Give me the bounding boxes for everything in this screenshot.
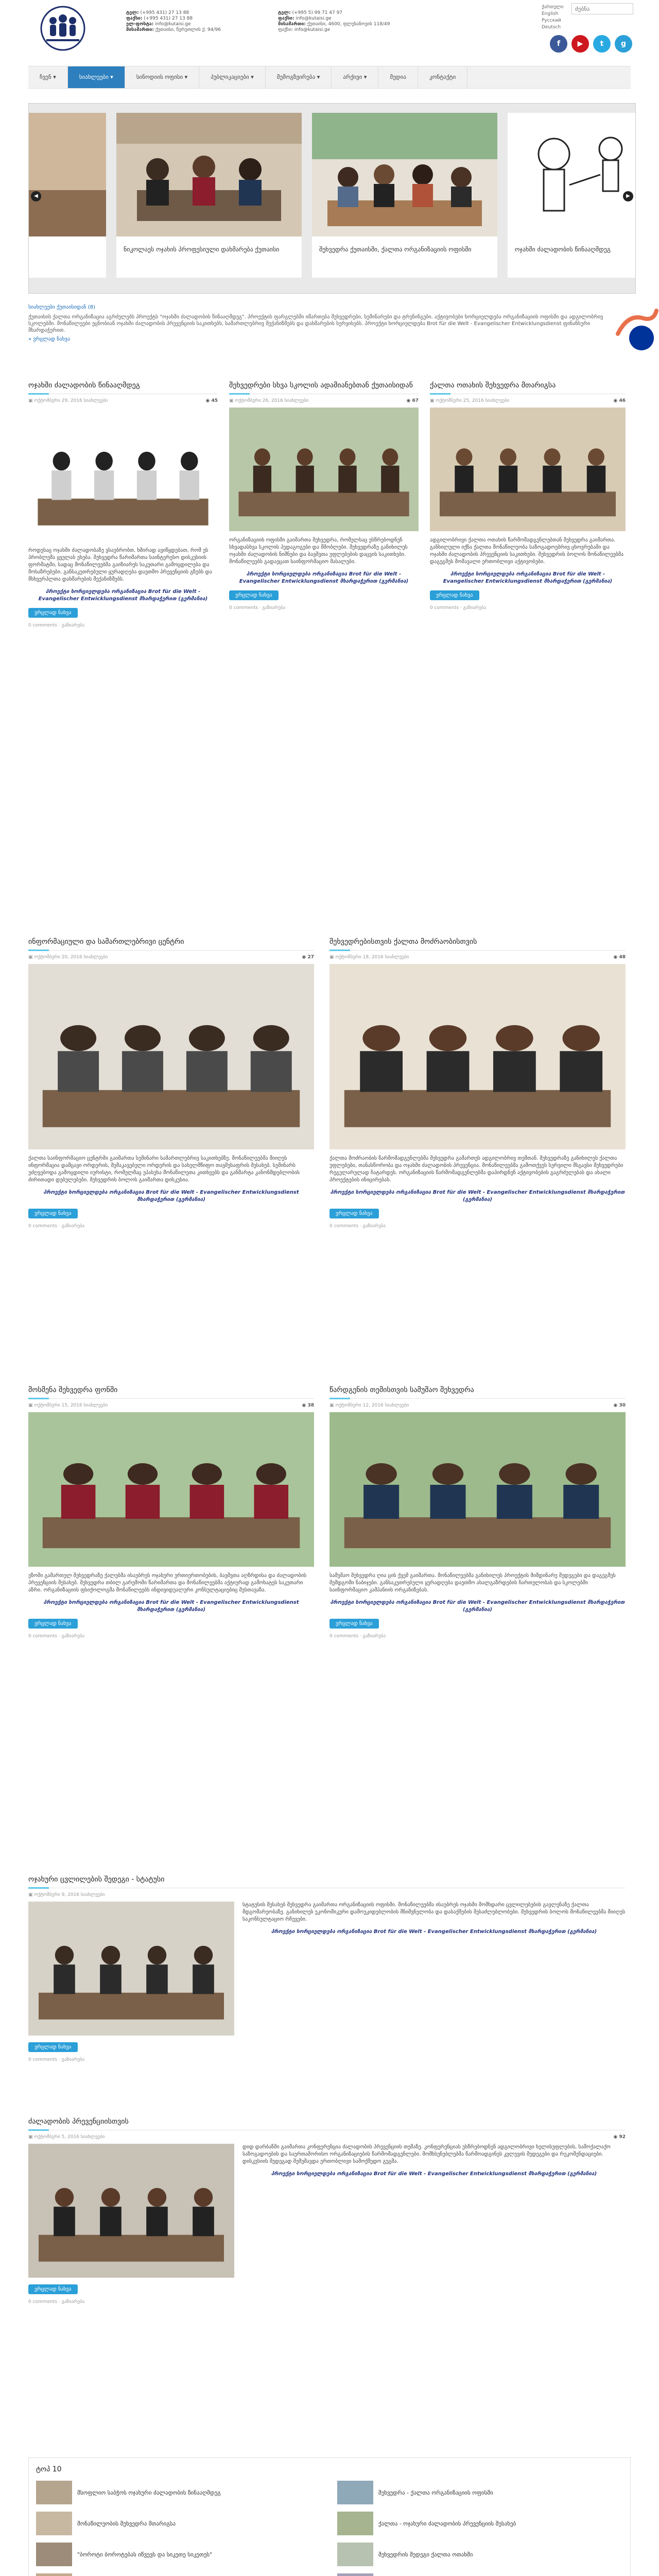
- related-thumb[interactable]: [36, 2481, 72, 2504]
- post-sponsor-note: პროექტი ხორციელდება ორგანიზაცია Brot für die Welt - Evangelischer Entwicklungsdienst მხარდაჭერით (გერმანია): [330, 1190, 625, 1202]
- nav-item[interactable]: ჩვენ ▾: [28, 66, 68, 88]
- nav-item[interactable]: მედია: [378, 66, 418, 88]
- contact-value: ფაქსი: info@kutaisi.ge: [278, 27, 331, 32]
- post-view-count: [613, 2134, 626, 2140]
- post-count-value: 67: [412, 398, 419, 403]
- slide-caption[interactable]: ოჯახში ძალადობის წინააღმდეგ: [515, 246, 611, 253]
- post-image[interactable]: [28, 1902, 234, 2036]
- slide-3[interactable]: [508, 113, 636, 278]
- contact-value: (+995 5) 99 71 47 97: [292, 10, 343, 15]
- post-meta-left: [229, 398, 308, 403]
- contact-label: ტელ:: [278, 10, 291, 15]
- contact-row: [278, 27, 390, 33]
- post-count-value: 48: [619, 955, 626, 960]
- social-links: [550, 35, 632, 53]
- post-footer: 0 comments · გაზიარება: [28, 2057, 85, 2062]
- post-card: [330, 1386, 626, 1639]
- read-more-button[interactable]: ვრცლად ნახვა: [28, 1209, 78, 1218]
- post-date: ოქტომბერი 15, 2016: [34, 1403, 82, 1408]
- post-meta: [28, 1892, 626, 1897]
- post-excerpt: ქალთა მოძრაობის წარმომადგენლებმა შეხვედრა გამართეს ადგილობრივ თემთან. შეხვედრაზე განიხილეს ქალთა უფლებები, თანასწორობა და ოჯახში ძალადობის პრევენცია. მონაწილეებმა გამოთქვეს სურვილი მსგავსი შეხვედრები რეგულარულად ჩატარდეს. ორგანიზაციის წარმომადგენლებმა დაპირდნენ აქტივობების გაგრძელებას და ახალი პროექტების ინიცირებას.: [330, 1156, 623, 1183]
- eye-icon: ◉: [406, 398, 412, 403]
- eye-icon: ◉: [302, 1403, 308, 1408]
- post-image[interactable]: [330, 1412, 626, 1567]
- post-image[interactable]: [28, 2144, 234, 2278]
- post-image-wrap: [28, 1902, 234, 2037]
- calendar-icon: ▣: [28, 1892, 34, 1897]
- post-card: [430, 381, 626, 611]
- related-thumb[interactable]: [337, 2512, 373, 2535]
- post-image[interactable]: [330, 964, 626, 1149]
- read-more-button[interactable]: ვრცლად ნახვა: [28, 1619, 78, 1629]
- contact-block-left: [126, 10, 221, 33]
- related-item[interactable]: [337, 2543, 623, 2566]
- contact-value: (+995 431) 27 13 88: [144, 16, 193, 21]
- post-sponsor-note: პროექტი ხორციელდება ორგანიზაცია Brot für die Welt - Evangelischer Entwicklungsdienst მხარდაჭერით (გერმანია): [43, 1190, 299, 1202]
- post-meta-left: [28, 1892, 105, 1897]
- slide-caption[interactable]: ნიკოლაეს ოჯახის პროფესიული დახმარება ქუთაისი: [124, 246, 280, 253]
- post-category[interactable]: სიახლეები: [83, 1403, 108, 1408]
- related-thumb[interactable]: [337, 2573, 373, 2576]
- post-meta: [330, 1403, 626, 1408]
- announcement-more-link[interactable]: » ვრცლად ნახვა: [28, 336, 70, 342]
- post-sponsor-note: პროექტი ხორციელდება ორგანიზაცია Brot für die Welt - Evangelischer Entwicklungsdienst მხარდაჭერით (გერმანია): [443, 571, 613, 584]
- google-icon[interactable]: g: [615, 35, 632, 53]
- post-footer: 0 comments · გაზიარება: [28, 2299, 85, 2304]
- post-title[interactable]: ქალთა ოთახის შეხვედრა მთარიგსა: [430, 381, 626, 394]
- contact-row: [278, 16, 390, 22]
- post-date: ოქტომბერი 9, 2016: [34, 1892, 79, 1897]
- calendar-icon: ▣: [28, 1403, 34, 1408]
- post-text-column: [242, 2144, 626, 2279]
- contact-value: (+995 431) 27 13 88: [140, 10, 189, 15]
- related-item-title[interactable]: შეხვედრის შედეგი ქალთა ოთახში: [378, 2551, 473, 2558]
- post-card: [330, 938, 626, 1229]
- post-text-column: [242, 1902, 626, 2037]
- announcement-block: [28, 304, 626, 343]
- contact-label: მისამართი:: [278, 22, 306, 27]
- read-more-button[interactable]: ვრცლად ნახვა: [330, 1209, 379, 1218]
- post-footer: 0 comments · გაზიარება: [330, 1224, 386, 1229]
- post-excerpt: დიდ დარბაზში გაიმართა კონფერენცია ძალადობის პრევენციის თემაზე. კონფერენციას ესწრებოდნენ ადგილობრივი ხელისუფლების, სამოქალაქო საზოგადოების და საერთაშორისო ორგანიზაციების წარმომადგენლები. მომხსენებლებმა წარმოადგინეს კვლევის შედეგები და რეკომენდაციები. დისკუსიის შედეგად შემუშავდა ერთობლივი სამოქმედო გეგმა.: [242, 2144, 611, 2164]
- post-footer: 0 comments · გაზიარება: [330, 1634, 386, 1639]
- post-footer: 0 comments · გაზიარება: [28, 1634, 85, 1639]
- read-more-button[interactable]: ვრცლად ნახვა: [330, 1619, 379, 1629]
- language-option[interactable]: Русский: [542, 18, 561, 23]
- twitter-icon[interactable]: t: [593, 35, 611, 53]
- nav-item[interactable]: სიახლეები ▾: [68, 66, 125, 88]
- slide-image: [312, 113, 497, 236]
- post-category[interactable]: სიახლეები: [80, 2134, 105, 2140]
- post-category[interactable]: სიახლეები: [83, 398, 108, 403]
- post-count-value: 92: [619, 2134, 626, 2140]
- youtube-icon[interactable]: ▶: [571, 35, 589, 53]
- post-view-count: [613, 398, 626, 403]
- related-item-title[interactable]: შეხვედრა - ქალთა ორგანიზაციის ოფისში: [378, 2489, 493, 2496]
- post-excerpt: ადგილობრივი ქალთა ოთახის წარმომადგენლებთან შეხვედრა გაიმართა. განხილული იქნა ქალთა მონაწილეობა საზოგადოებრივ ცხოვრებაში და ოჯახში ძალადობის პრევენციის საკითხები. შეხვედრის ბოლოს მონაწილეებმა დაგეგმეს მომავალი ერთობლივი აქტივობები.: [430, 537, 624, 565]
- related-thumb[interactable]: [36, 2512, 72, 2535]
- related-item[interactable]: [36, 2543, 322, 2566]
- contact-value: info@kutaisi.ge: [155, 22, 191, 27]
- post-category[interactable]: სიახლეები: [80, 1892, 105, 1897]
- post-category[interactable]: სიახლეები: [485, 398, 510, 403]
- post-excerpt: როდესაც ოჯახში ძალადობაზე ვსაუბრობთ, ხშირად ავიწყდებათ, რომ ეს პრობლემა ყველას ეხება. შეხვედრა წარიმართა საინტერესო დისკუსიის ფორმატში, სადაც მონაწილეებმა გაიზიარეს საკუთარი გამოცდილება და მოსაზრებები. განსაკუთრებული ყურადღება დაეთმო პრევენციის გზებს და მსხვერპლთა დახმარების მექანიზმებს.: [28, 548, 212, 582]
- post-date: ოქტომბერი 5, 2016: [34, 2134, 79, 2140]
- contact-label: ტელ:: [126, 10, 139, 15]
- post-date: ოქტომბერი 25, 2016: [436, 398, 484, 403]
- nav-item[interactable]: შემოგზვირება ▾: [266, 66, 332, 88]
- post-sponsor-note: პროექტი ხორციელდება ორგანიზაცია Brot für die Welt - Evangelischer Entwicklungsdienst მხარდაჭერით (გერმანია): [271, 2171, 597, 2177]
- post-count-value: 45: [211, 398, 218, 403]
- language-option[interactable]: Deutsch: [542, 25, 561, 30]
- contact-row: [278, 22, 390, 27]
- post-date: ოქტომბერი 29, 2016: [34, 398, 82, 403]
- slider-next-icon[interactable]: ▶: [623, 191, 633, 201]
- post-excerpt: ქალთა საინფორმაციო ცენტრში გაიმართა სემინარი სამართლებრივ საკითხებზე. მონაწილეებმა მიიღეს ინფორმაცია დამცავი ორდერის, შემაკავებელი ორდერის და სახელმწიფო თავშესაფრის შესახებ. სემინარს უძღვებოდა გამოცდილი იურისტი, რომელმაც უპასუხა მონაწილეთა კითხვებს და განმარტა კანონმდებლობის ძირითადი დებულებები. შეხვედრის ბოლოს გაიმართა დისკუსია.: [28, 1156, 300, 1183]
- calendar-icon: ▣: [330, 955, 336, 960]
- read-more-button[interactable]: ვრცლად ნახვა: [229, 590, 279, 600]
- post-count-value: 27: [307, 955, 314, 960]
- post-footer: 0 comments · გაზიარება: [229, 605, 286, 611]
- language-switcher: [542, 4, 564, 31]
- post-meta-left: [330, 1403, 409, 1408]
- related-item[interactable]: [36, 2573, 322, 2576]
- related-item-title[interactable]: მსოფლიო საბჭოს ოჯახური ძალადობის წინააღმდეგ: [77, 2489, 221, 2496]
- post-title[interactable]: ძალადობის პრევენციისთვის: [28, 2117, 626, 2130]
- post-card: [28, 1386, 314, 1639]
- post-title[interactable]: შეხვედრები სხვა სკოლის ადამიანებთან ქუთაისიდან: [229, 381, 419, 394]
- post-category[interactable]: სიახლეები: [385, 955, 409, 960]
- post-sponsor-note: პროექტი ხორციელდება ორგანიზაცია Brot für die Welt - Evangelischer Entwicklungsdienst მხარდაჭერით (გერმანია): [38, 589, 208, 602]
- related-item-title[interactable]: "ბოროტი ბოროტებას იწვევს და სიკეთე სიკეთეს": [77, 2551, 213, 2558]
- main-navigation: [28, 66, 631, 89]
- post-title[interactable]: წარდგენის თემისთვის სამუშაო შეხვედრა: [330, 1386, 626, 1399]
- contact-block-right: [278, 10, 390, 33]
- contact-value: ქუთაისი, 4600, ფლეხანოვის 118/49: [307, 22, 390, 27]
- related-item[interactable]: [337, 2481, 623, 2504]
- calendar-icon: ▣: [229, 398, 235, 403]
- post-footer: 0 comments · გაზიარება: [28, 1224, 85, 1229]
- slide-caption[interactable]: შეხვედრა ქუთაისში, ქალთა ორგანიზაციის ოფისში: [319, 246, 472, 253]
- post-meta: [28, 1403, 314, 1408]
- announcement-title[interactable]: სიახლეები ქუთაისიდან (8): [28, 304, 95, 310]
- eye-icon: ◉: [613, 2134, 619, 2140]
- post-view-count: [302, 1403, 314, 1408]
- featured-slider: [28, 103, 636, 294]
- post-count-value: 30: [619, 1403, 626, 1408]
- slide-image: [116, 113, 302, 236]
- contact-row: [126, 27, 221, 33]
- related-item[interactable]: [36, 2481, 322, 2504]
- post-sponsor-note: პროექტი ხორციელდება ორგანიზაცია Brot für die Welt - Evangelischer Entwicklungsdienst მხარდაჭერით (გერმანია): [43, 1600, 299, 1613]
- calendar-icon: ▣: [28, 398, 34, 403]
- post-view-count: [613, 1403, 626, 1408]
- post-count-value: 38: [307, 1403, 314, 1408]
- calendar-icon: ▣: [28, 2134, 34, 2140]
- related-item[interactable]: [337, 2512, 623, 2535]
- facebook-icon[interactable]: f: [550, 35, 567, 53]
- eye-icon: ◉: [613, 955, 619, 960]
- slide-2[interactable]: [312, 113, 497, 278]
- nav-item[interactable]: პუბლიკაციები ▾: [199, 66, 266, 88]
- read-more-button[interactable]: ვრცლად ნახვა: [28, 2284, 78, 2294]
- post-count-value: 46: [619, 398, 626, 403]
- post-excerpt: ეზოში გამართულ შეხვედრაზე ქალებმა ისაუბრეს ოჯახური ურთიერთობების, ბავშვთა აღზრდისა და ძალადობის პრევენციის შესახებ. შეხვედრა თბილ გარემოში წარიმართა და მონაწილეებმა აქტიურად გამოხატეს საკუთარი აზრი. ორგანიზაციის ფსიქოლოგმა მონაწილეებს ინდივიდუალური კონსულტაციებიც შესთავაზა.: [28, 1573, 307, 1593]
- post-date: ოქტომბერი 18, 2016: [335, 955, 384, 960]
- post-category[interactable]: სიახლეები: [284, 398, 309, 403]
- post-footer: 0 comments · გაზიარება: [430, 605, 487, 611]
- post-footer: 0 comments · გაზიარება: [28, 623, 85, 628]
- site-header: [0, 0, 659, 72]
- related-thumb[interactable]: [337, 2481, 373, 2504]
- post-meta-left: [330, 955, 409, 960]
- post-meta: [430, 398, 626, 403]
- eye-icon: ◉: [302, 955, 308, 960]
- post-body-row: [28, 2144, 626, 2279]
- post-meta: [28, 955, 314, 960]
- related-item[interactable]: [337, 2573, 623, 2576]
- post-meta-left: [28, 398, 108, 403]
- contact-row: [126, 16, 221, 22]
- related-thumb[interactable]: [36, 2543, 72, 2566]
- post-card: [28, 1875, 626, 2062]
- related-thumb[interactable]: [337, 2543, 373, 2566]
- eye-icon: ◉: [205, 398, 212, 403]
- contact-label: მისამართი:: [126, 27, 154, 32]
- post-image[interactable]: [430, 408, 626, 531]
- post-sponsor-note: პროექტი ხორციელდება ორგანიზაცია Brot für die Welt - Evangelischer Entwicklungsdienst მხარდაჭერით (გერმანია): [330, 1600, 625, 1613]
- eye-icon: ◉: [613, 398, 619, 403]
- post-excerpt: სტატუსის შესახებ შეხვედრა გაიმართა ორგანიზაციის ოფისში. მონაწილეებმა ისაუბრეს ოჯახში მომხდარი ცვლილებების გავლენაზე ქალთა მდგომარეობაზე. განიხილეს ეკონომიკური დამოუკიდებლობის მნიშვნელობა და დასაქმების შესაძლებლობები. შეხვედრის ბოლოს მონაწილეებმა მიიღეს საკონსულტაციო რჩევები.: [242, 1902, 626, 1922]
- post-date: ოქტომბერი 12, 2016: [335, 1403, 384, 1408]
- related-posts: [28, 2458, 631, 2576]
- post-sponsor-note: პროექტი ხორციელდება ორგანიზაცია Brot für die Welt - Evangelischer Entwicklungsdienst მხარდაჭერით (გერმანია): [271, 1929, 597, 1935]
- contact-label: ელ-ფოსტა:: [126, 22, 154, 27]
- post-meta: [28, 398, 218, 403]
- post-title[interactable]: ოჯახში ძალადობის წინააღმდეგ: [28, 381, 218, 394]
- organization-logo[interactable]: [28, 5, 98, 52]
- calendar-icon: ▣: [330, 1403, 336, 1408]
- related-title: ტოპ 10: [36, 2465, 62, 2473]
- read-more-button[interactable]: ვრცლად ნახვა: [28, 608, 78, 618]
- related-item-title[interactable]: მონაწილეობის შეხვედრა მთარიგსა: [77, 2520, 176, 2527]
- post-title[interactable]: მოსმენა შეხვედრა ფონში: [28, 1386, 314, 1399]
- related-thumb[interactable]: [36, 2573, 72, 2576]
- language-option[interactable]: English: [542, 11, 559, 16]
- post-view-count: [406, 398, 419, 403]
- post-date: ოქტომბერი 26, 2016: [235, 398, 283, 403]
- post-view-count: [613, 955, 626, 960]
- post-card: [28, 938, 314, 1229]
- slide-image: [508, 113, 636, 236]
- contact-row: [278, 10, 390, 16]
- post-excerpt: სამუშაო შეხვედრა ღია ცის ქვეშ გაიმართა. მონაწილეებმა განიხილეს პროექტის მიმდინარე შედეგები და დაგეგმეს შემდგომი ნაბიჯები. განსაკუთრებული ყურადღება დაეთმო ახალგაზრდების ჩართულობას და სკოლებში საინფორმაციო კამპანიის ორგანიზებას.: [330, 1573, 616, 1593]
- post-excerpt: ორგანიზაციის ოფისში გაიმართა შეხვედრა, რომელსაც ესწრებოდნენ სხვადასხვა სკოლის პედაგოგები და მშობლები. შეხვედრაზე განიხილეს ოჯახში ძალადობის ნიშნები და ბავშვთა უფლებების დაცვის საკითხები. მონაწილეებს გადაეცათ საინფორმაციო მასალები.: [229, 537, 408, 565]
- post-card: [28, 381, 218, 628]
- post-meta: [229, 398, 419, 403]
- post-meta: [28, 2134, 626, 2140]
- contact-label: ფაქსი:: [126, 16, 143, 21]
- post-sponsor-note: პროექტი ხორციელდება ორგანიზაცია Brot für die Welt - Evangelischer Entwicklungsdienst მხარდაჭერით (გერმანია): [239, 571, 409, 584]
- post-image[interactable]: [28, 408, 218, 541]
- slide-image: [28, 113, 106, 236]
- post-meta-left: [28, 955, 108, 960]
- read-more-button[interactable]: ვრცლად ნახვა: [28, 2042, 78, 2052]
- contact-value: info@kutaisi.ge: [296, 16, 332, 21]
- post-image[interactable]: [28, 964, 314, 1149]
- post-body-row: [28, 1902, 626, 2037]
- post-meta: [330, 955, 626, 960]
- nav-item[interactable]: სინოდიის ოფისი ▾: [125, 66, 199, 88]
- post-image[interactable]: [229, 408, 419, 531]
- post-title[interactable]: ინფორმაციული და სამართლებრივი ცენტრი: [28, 938, 314, 951]
- contact-row: [126, 10, 221, 16]
- post-title[interactable]: შეხვედრებისთვის ქალთა მოძრაობისთვის: [330, 938, 626, 951]
- post-card: [229, 381, 419, 611]
- related-item[interactable]: [36, 2512, 322, 2535]
- nav-item[interactable]: კონტაქტი: [418, 66, 467, 88]
- post-view-count: [205, 398, 218, 403]
- post-meta-left: [28, 1403, 108, 1408]
- language-option[interactable]: ქართული: [542, 5, 564, 10]
- contact-row: [126, 22, 221, 27]
- contact-value: ქუთაისი, წერეთლის ქ. 94/96: [155, 27, 221, 32]
- eu-flag-icon: [629, 326, 654, 350]
- post-image-wrap: [28, 2144, 234, 2279]
- slider-prev-icon[interactable]: ◀: [31, 191, 41, 201]
- search-input[interactable]: [571, 3, 633, 14]
- nav-item[interactable]: არქივი ▾: [332, 66, 378, 88]
- eye-icon: ◉: [613, 1403, 619, 1408]
- calendar-icon: ▣: [28, 955, 34, 960]
- contact-label: ფაქსი:: [278, 16, 294, 21]
- post-meta-left: [430, 398, 509, 403]
- post-title[interactable]: ოჯახური ცვლილების შედეგი - სტატუსი: [28, 1875, 626, 1888]
- post-card: [28, 2117, 626, 2304]
- read-more-button[interactable]: ვრცლად ნახვა: [430, 590, 479, 600]
- slide-1[interactable]: [116, 113, 302, 278]
- post-meta-left: [28, 2134, 105, 2140]
- announcement-text: ქუთაისის ქალთა ორგანიზაცია აგრძელებს პროექტს "ოჯახში ძალადობის წინააღმდეგ". პროექტის ფარგლებში იმართება შეხვედრები, სემინარები და ტრენინგები. აქტივობები ხორციელდება ორგანიზაციის ოფისში და ადგილობრივ სკოლებში. მონაწილეები ეცნობიან ოჯახში ძალადობის პრევენციის საკითხებს, სამართლებრივ მექანიზმებს და დახმარების სერვისებს. პროექტი ხორციელდება Brot für die Welt - Evangelischer Entwicklungsdienst ფინანსური მხარდაჭერით.: [28, 314, 603, 333]
- post-date: ოქტომბერი 20, 2016: [34, 955, 82, 960]
- post-image[interactable]: [28, 1412, 314, 1567]
- related-item-title[interactable]: ქალთა - ოჯახური ძალადობის პრევენციის შესახებ: [378, 2520, 516, 2527]
- calendar-icon: ▣: [430, 398, 436, 403]
- post-view-count: [302, 955, 314, 960]
- post-category[interactable]: სიახლეები: [83, 955, 108, 960]
- post-category[interactable]: სიახლეები: [385, 1403, 409, 1408]
